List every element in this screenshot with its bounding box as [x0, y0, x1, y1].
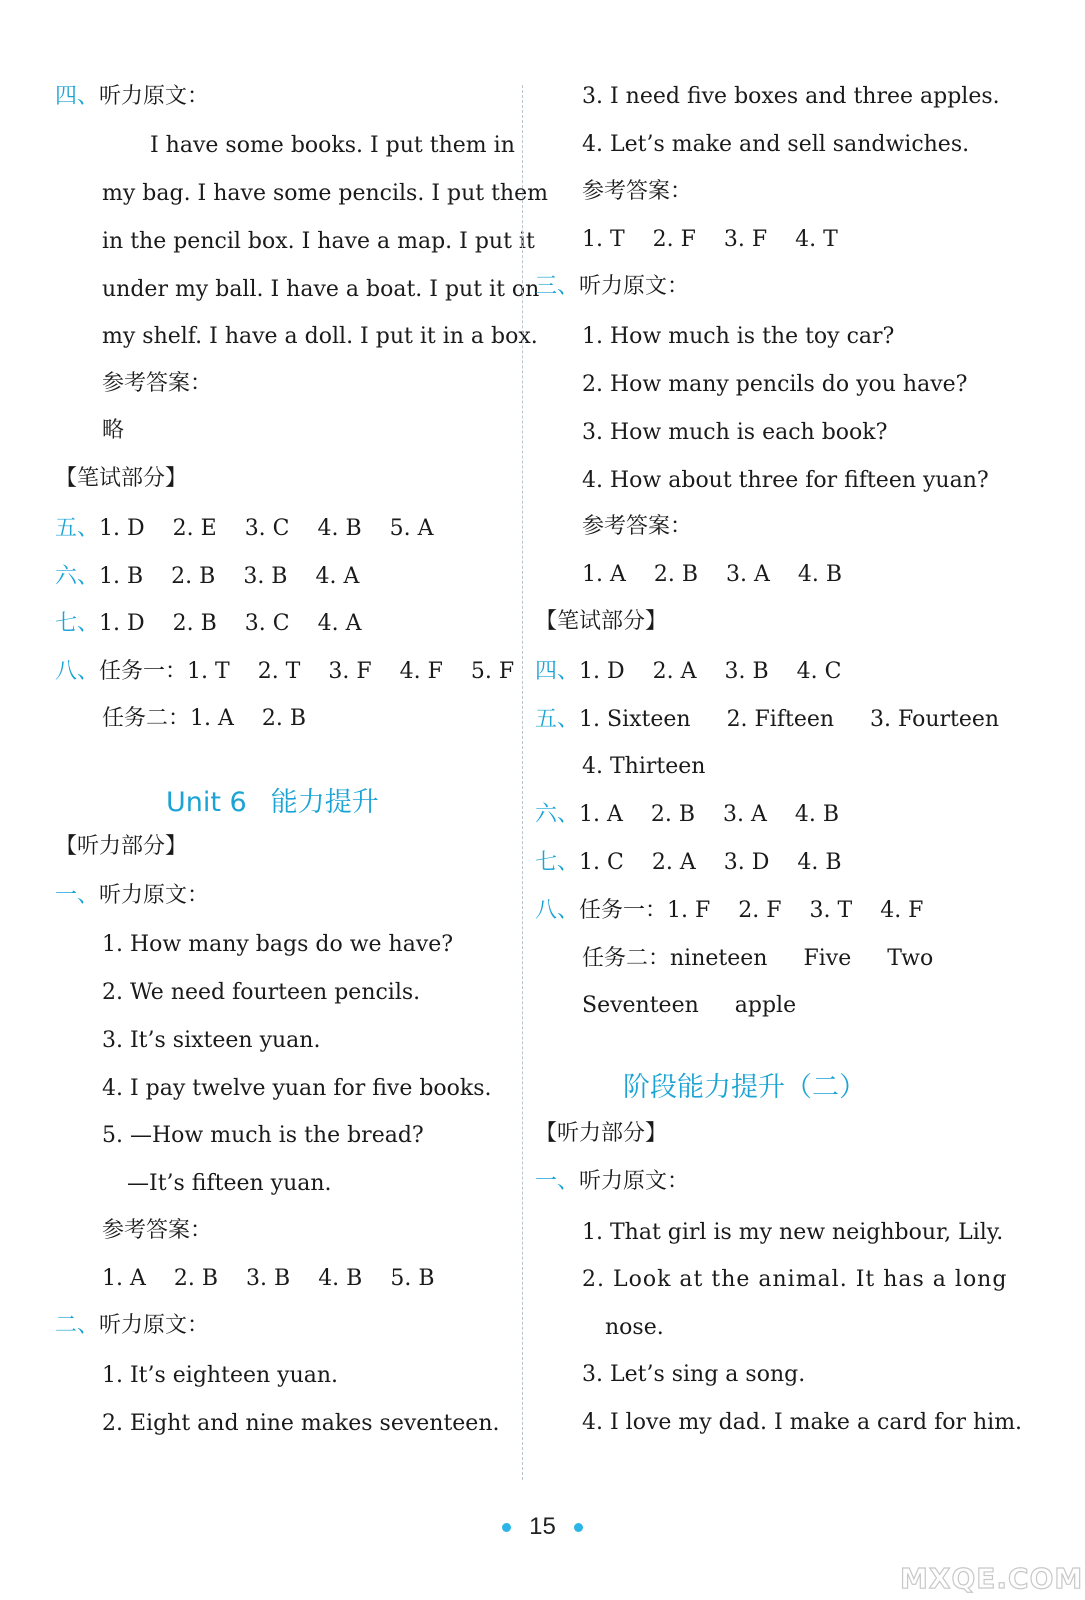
- answer: 1. A: [579, 802, 623, 827]
- page-number: 15: [529, 1513, 556, 1540]
- transcript-line: 3. Let’s sing a song.: [582, 1362, 806, 1387]
- written-6-answers: [535, 800, 839, 830]
- written-7-answers: [535, 848, 842, 878]
- answer: 3. B: [724, 659, 769, 684]
- passage-line: my bag. I have some pencils. I put them: [102, 181, 548, 206]
- answer: 2. F: [738, 898, 782, 923]
- answer: 4. C: [796, 659, 842, 684]
- answer: 2. A: [652, 659, 697, 684]
- written-8-task-1: [535, 896, 923, 926]
- section-marker: 一、: [55, 883, 100, 908]
- section-heading: 听力原文：: [579, 274, 690, 299]
- dot-icon: [502, 1523, 511, 1532]
- answer: 5. A: [389, 516, 434, 541]
- answer: 2. E: [172, 516, 217, 541]
- section-8-task-1: [55, 657, 514, 687]
- question-2-header: [55, 1311, 209, 1341]
- answer: 1. Sixteen: [579, 707, 691, 732]
- reference-answer-label: 参考答案：: [102, 1218, 213, 1243]
- section-7-answers: [55, 609, 362, 639]
- question-3-answers: [582, 560, 842, 590]
- answer: 1. F: [667, 898, 711, 923]
- written-part-label: 【笔试部分】: [535, 609, 668, 634]
- transcript-line: 1. It’s eighteen yuan.: [102, 1363, 339, 1388]
- answer: 1. A: [102, 1266, 146, 1291]
- section-marker: 八、: [55, 659, 100, 684]
- section-heading: 听力原文：: [99, 1313, 210, 1338]
- answer: apple: [734, 993, 797, 1018]
- task-label: 任务一：: [99, 659, 188, 684]
- column-divider: [522, 85, 523, 1480]
- section-marker: 八、: [535, 898, 580, 923]
- section-marker: 七、: [535, 850, 580, 875]
- section-heading: 听力原文：: [99, 84, 210, 109]
- answer: 4. B: [794, 802, 840, 827]
- answer: 1. B: [99, 564, 144, 589]
- transcript-line: 3. It’s sixteen yuan.: [102, 1028, 321, 1053]
- answer-omitted: 略: [102, 418, 125, 443]
- transcript-line: 4. How about three for fifteen yuan?: [582, 468, 989, 493]
- answer: 1. T: [187, 659, 230, 684]
- answer: 3. T: [809, 898, 853, 923]
- transcript-line: 2. We need fourteen pencils.: [102, 980, 421, 1005]
- reference-answer-label: 参考答案：: [102, 371, 213, 396]
- answer: 2. B: [172, 611, 217, 636]
- answer: 4. B: [797, 562, 843, 587]
- answer: 4. B: [797, 850, 842, 875]
- answer: 1. T: [582, 227, 625, 252]
- question-1-header: [535, 1167, 689, 1197]
- answer: 3. B: [246, 1266, 291, 1291]
- section-heading: 听力原文：: [579, 1169, 690, 1194]
- watermark-logo: [900, 1545, 1084, 1595]
- answer: 2. Fifteen: [726, 707, 835, 732]
- answer: 2. F: [652, 227, 696, 252]
- page-footer: [0, 1510, 1085, 1544]
- answer: 3. C: [244, 611, 290, 636]
- task-label: 任务二：: [582, 946, 671, 971]
- answer: 2. B: [173, 1266, 219, 1291]
- section-marker: 六、: [535, 802, 580, 827]
- section-marker: 五、: [535, 707, 580, 732]
- transcript-line: 5. —How much is the bread?: [102, 1123, 424, 1148]
- written-8-task-2: [582, 944, 933, 974]
- section-8-task-2: [102, 704, 306, 734]
- question-3-header: [535, 272, 689, 302]
- transcript-line: 3. I need five boxes and three apples.: [582, 84, 1000, 109]
- question-1-answers: [102, 1264, 435, 1294]
- answer: 2. A: [651, 850, 696, 875]
- transcript-line: 2. How many pencils do you have?: [582, 372, 968, 397]
- section-heading: 听力原文：: [99, 883, 210, 908]
- answer: 1. A: [190, 706, 234, 731]
- section-marker: 二、: [55, 1313, 100, 1338]
- answer: 4. A: [315, 564, 360, 589]
- answer: Seventeen: [582, 993, 699, 1018]
- watermark-text: MXQE.COM: [900, 1562, 1084, 1595]
- answer: Two: [887, 946, 934, 971]
- section-marker: 六、: [55, 564, 100, 589]
- transcript-line: 4. I pay twelve yuan for five books.: [102, 1076, 492, 1101]
- unit-title: [166, 785, 379, 821]
- section-marker: 五、: [55, 516, 100, 541]
- listening-part-label: 【听力部分】: [55, 834, 188, 859]
- transcript-line: 2. Look at the animal. It has a long: [582, 1267, 1008, 1292]
- transcript-line: 4. I love my dad. I make a card for him.: [582, 1410, 1023, 1435]
- answer: 4. A: [317, 611, 362, 636]
- answer: 4. Thirteen: [582, 754, 706, 779]
- unit-title-name: 能力提升: [270, 787, 379, 818]
- answer: 3. Fourteen: [870, 707, 1000, 732]
- task-label: 任务一：: [579, 898, 668, 923]
- answer: 3. F: [328, 659, 372, 684]
- section-6-answers: [55, 562, 359, 592]
- answer: nineteen: [670, 946, 768, 971]
- answer: 5. B: [390, 1266, 435, 1291]
- answer: 5. F: [470, 659, 515, 684]
- passage-line: in the pencil box. I have a map. I put it: [102, 229, 535, 254]
- section-5-answers: [55, 514, 434, 544]
- listening-part-label: 【听力部分】: [535, 1121, 668, 1146]
- passage-line: my shelf. I have a doll. I put it in a box.: [102, 324, 538, 349]
- written-5-answers: [535, 705, 999, 735]
- answer: 1. D: [99, 516, 145, 541]
- answer: 2. B: [650, 802, 696, 827]
- section-marker: 一、: [535, 1169, 580, 1194]
- answer: 3. D: [723, 850, 770, 875]
- transcript-line: 1. How many bags do we have?: [102, 932, 454, 957]
- answer: 3. A: [723, 802, 767, 827]
- transcript-line: 4. Let’s make and sell sandwiches.: [582, 132, 970, 157]
- transcript-line: 3. How much is each book?: [582, 420, 888, 445]
- passage-line: I have some books. I put them in: [150, 133, 515, 158]
- answer: 3. C: [244, 516, 290, 541]
- answer: 2. B: [171, 564, 216, 589]
- answer: 4. F: [399, 659, 443, 684]
- answer: 3. A: [726, 562, 770, 587]
- dot-icon: [574, 1523, 583, 1532]
- answer: 2. B: [653, 562, 699, 587]
- answer: 2. T: [257, 659, 301, 684]
- reference-answer-label: 参考答案：: [582, 514, 693, 539]
- transcript-line: 2. Eight and nine makes seventeen.: [102, 1411, 500, 1436]
- answer: 4. F: [880, 898, 924, 923]
- answer: 3. B: [243, 564, 288, 589]
- written-8-task-2-cont: [582, 991, 796, 1021]
- task-label: 任务二：: [102, 706, 191, 731]
- answer: 4. B: [317, 516, 362, 541]
- passage-line: under my ball. I have a boat. I put it on: [102, 277, 540, 302]
- section-marker: 四、: [535, 659, 580, 684]
- section-marker: 三、: [535, 274, 580, 299]
- transcript-line: 1. How much is the toy car?: [582, 324, 895, 349]
- answer: 2. B: [261, 706, 307, 731]
- transcript-line: —It’s fifteen yuan.: [127, 1171, 332, 1196]
- written-part-label: 【笔试部分】: [55, 466, 188, 491]
- section-marker: 四、: [55, 84, 100, 109]
- unit-title-unit: Unit 6: [166, 787, 247, 818]
- transcript-line: 1. That girl is my new neighbour, Lily.: [582, 1220, 1004, 1245]
- reference-answer-label: 参考答案：: [582, 179, 693, 204]
- answer: 3. F: [723, 227, 768, 252]
- question-2-answers: [582, 225, 838, 255]
- answer: 4. T: [795, 227, 838, 252]
- transcript-line: nose.: [605, 1315, 664, 1340]
- answer: 4. B: [318, 1266, 363, 1291]
- answer: 1. C: [579, 850, 624, 875]
- answer: 1. D: [99, 611, 145, 636]
- section-4-header: [55, 82, 209, 112]
- question-1-header: [55, 881, 209, 911]
- written-4-answers: [535, 657, 842, 687]
- answer: 1. A: [582, 562, 626, 587]
- answer: Five: [803, 946, 852, 971]
- stage-title: 阶段能力提升（二）: [623, 1072, 866, 1103]
- section-marker: 七、: [55, 611, 100, 636]
- answer: 1. D: [579, 659, 625, 684]
